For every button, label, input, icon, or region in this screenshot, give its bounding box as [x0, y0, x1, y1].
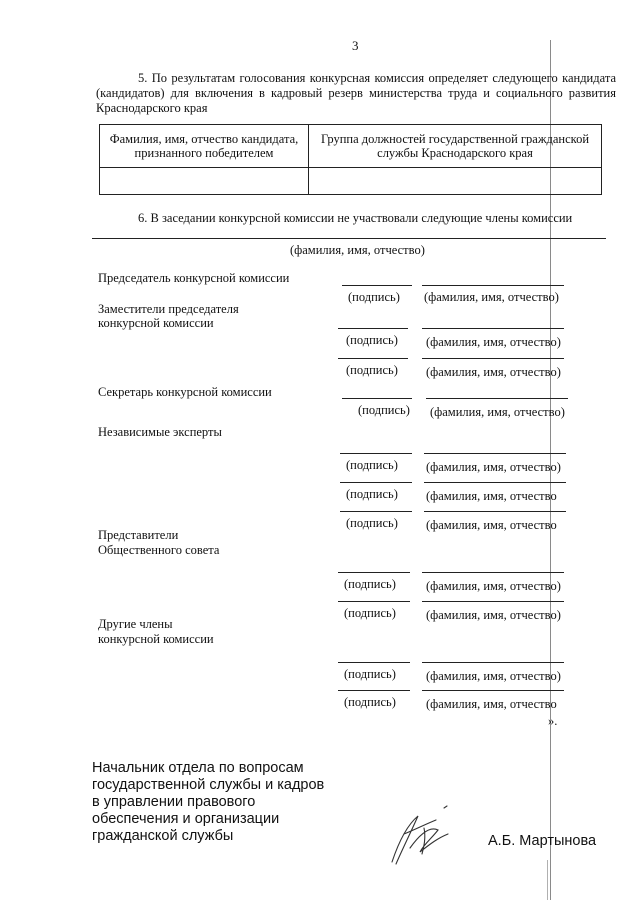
fio-label: (фамилия, имя, отчество: [426, 489, 557, 503]
signature-label: (подпись): [358, 403, 410, 417]
signature-label: (подпись): [344, 606, 396, 620]
secretary-name-line[interactable]: [426, 398, 568, 399]
expert2-name-line[interactable]: [424, 482, 566, 483]
signature-label: (подпись): [346, 516, 398, 530]
signatory-line5: гражданской службы: [92, 828, 234, 844]
role-secretary: Секретарь конкурсной комиссии: [98, 385, 272, 399]
signature-label: (подпись): [344, 577, 396, 591]
chairman-name-line[interactable]: [422, 285, 564, 286]
candidate-table: [99, 124, 602, 195]
table-cell-candidate[interactable]: [100, 168, 309, 195]
other2-signature-line[interactable]: [338, 690, 410, 691]
council1-signature-line[interactable]: [338, 572, 410, 573]
fio-label: (фамилия, имя, отчество): [426, 579, 561, 593]
signature-label: (подпись): [346, 487, 398, 501]
expert3-signature-line[interactable]: [340, 511, 412, 512]
role-chairman: Председатель конкурсной комиссии: [98, 271, 290, 285]
chairman-signature-line[interactable]: [342, 285, 412, 286]
handwritten-signature: [380, 804, 460, 868]
scan-fold-line-lower: [547, 860, 548, 900]
table-header-group: Группа должностей государственной гражданской службы Краснодарского края: [309, 125, 602, 168]
page-number: 3: [352, 38, 359, 53]
fio-label: (фамилия, имя, отчество): [426, 365, 561, 379]
signatory-line2: государственной службы и кадров: [92, 777, 325, 793]
fio-label: (фамилия, имя, отчество): [426, 608, 561, 622]
signatory-line4: обеспечения и организации: [92, 811, 280, 827]
fio-label: (фамилия, имя, отчество: [426, 518, 557, 532]
role-council-line1: Представители: [98, 528, 179, 542]
absent-members-caption: (фамилия, имя, отчество): [290, 243, 425, 257]
role-council-line2: Общественного совета: [98, 543, 220, 557]
role-experts: Независимые эксперты: [98, 425, 222, 439]
closing-quote-mark: ».: [548, 714, 558, 728]
signatory-name: А.Б. Мартынова: [488, 833, 597, 849]
secretary-signature-line[interactable]: [342, 398, 412, 399]
role-deputy-line2: конкурсной комиссии: [98, 316, 214, 330]
absent-members-line[interactable]: [92, 238, 606, 239]
deputy2-name-line[interactable]: [422, 358, 564, 359]
other1-signature-line[interactable]: [338, 662, 410, 663]
signature-label: (подпись): [348, 290, 400, 304]
table-cell-group[interactable]: [309, 168, 602, 195]
signatory-position: [92, 760, 324, 845]
fio-label: (фамилия, имя, отчество): [424, 290, 559, 304]
fio-label: (фамилия, имя, отчество: [426, 697, 557, 711]
expert3-name-line[interactable]: [424, 511, 566, 512]
signature-label: (подпись): [344, 667, 396, 681]
fio-label: (фамилия, имя, отчество): [426, 460, 561, 474]
council1-name-line[interactable]: [422, 572, 564, 573]
signature-label: (подпись): [346, 333, 398, 347]
fio-label: (фамилия, имя, отчество): [430, 405, 565, 419]
deputy1-name-line[interactable]: [422, 328, 564, 329]
paragraph-5: 5. По результатам голосования конкурсная комиссия определяет следующего кандидата (кандидатов) для включения в кадровый резерв министерства труда и социального развития Краснодарского края: [96, 71, 616, 115]
deputy1-signature-line[interactable]: [338, 328, 408, 329]
expert1-signature-line[interactable]: [340, 453, 412, 454]
signature-label: (подпись): [344, 695, 396, 709]
signatory-line1: Начальник отдела по вопросам: [92, 760, 304, 776]
role-others-line2: конкурсной комиссии: [98, 632, 214, 646]
paragraph-6: 6. В заседании конкурсной комиссии не участвовали следующие члены комиссии: [138, 211, 573, 225]
expert1-name-line[interactable]: [424, 453, 566, 454]
signatory-line3: в управлении правового: [92, 794, 256, 810]
signature-label: (подпись): [346, 363, 398, 377]
fio-label: (фамилия, имя, отчество): [426, 669, 561, 683]
table-header-candidate: Фамилия, имя, отчество кандидата, признанного победителем: [100, 125, 309, 168]
role-others-line1: Другие члены: [98, 617, 173, 631]
signature-label: (подпись): [346, 458, 398, 472]
council2-name-line[interactable]: [422, 601, 564, 602]
council2-signature-line[interactable]: [338, 601, 410, 602]
deputy2-signature-line[interactable]: [338, 358, 408, 359]
other1-name-line[interactable]: [422, 662, 564, 663]
expert2-signature-line[interactable]: [340, 482, 412, 483]
role-deputy-line1: Заместители председателя: [98, 302, 239, 316]
other2-name-line[interactable]: [422, 690, 564, 691]
fio-label: (фамилия, имя, отчество): [426, 335, 561, 349]
